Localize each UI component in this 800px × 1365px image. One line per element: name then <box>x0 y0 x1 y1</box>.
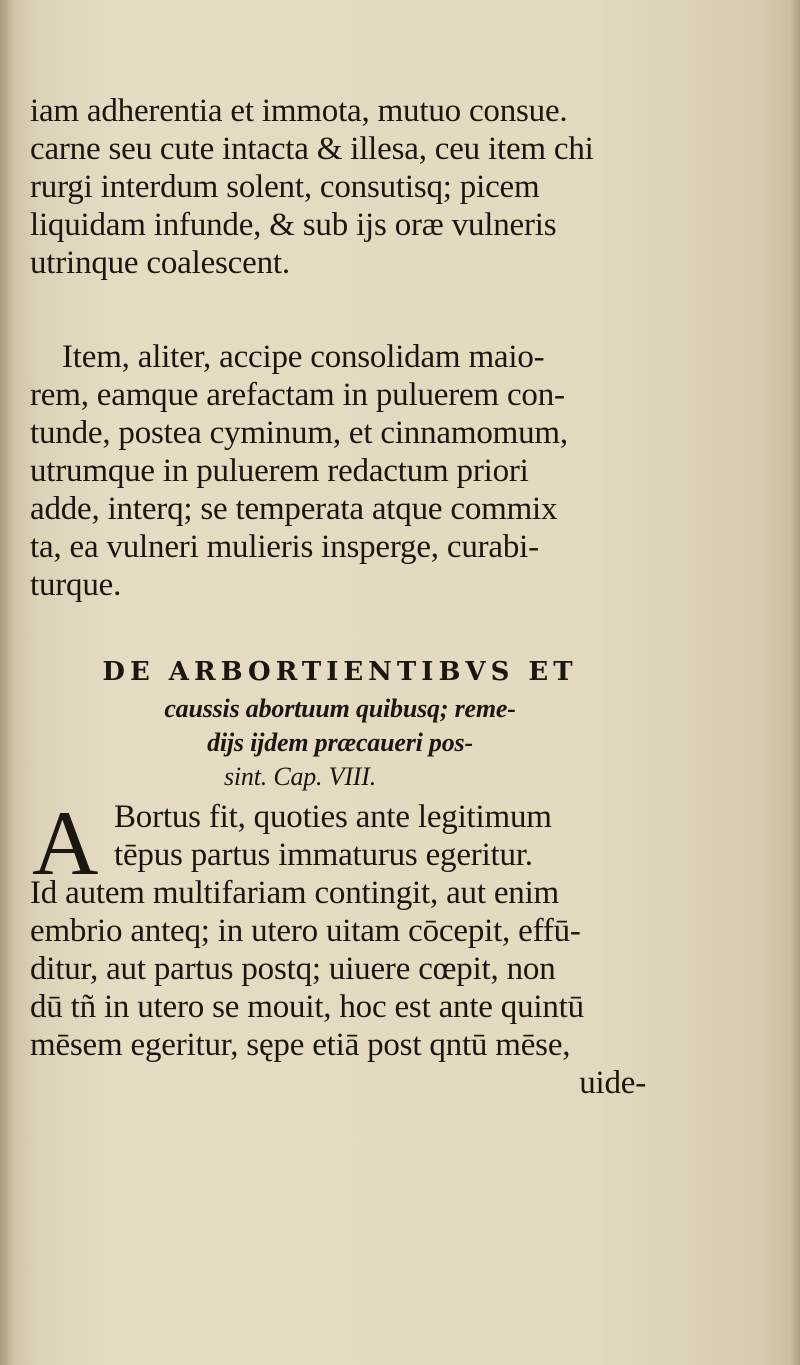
text-line: Bortus fit, quoties ante legitimum <box>114 799 552 835</box>
text-line: dū tñ in utero se mouit, hoc est ante quintū <box>30 989 584 1025</box>
text-block <box>30 92 650 1102</box>
heading-subtitle-line: dijs ijdem præcaueri pos- <box>207 728 473 757</box>
text-line: utrumque in puluerem redactum priori <box>30 453 529 489</box>
page-edge <box>790 0 800 1365</box>
text-line: tunde, postea cyminum, et cinnamomum, <box>30 415 568 451</box>
text-line: utrinque coalescent. <box>30 245 290 281</box>
text-line: rurgi interdum solent, consutisq; picem <box>30 169 540 205</box>
heading-title: DE ARBORTIENTIBVS ET <box>102 657 578 687</box>
text-line: mēsem egeritur, sępe etiā post qntū mēse, <box>30 1027 571 1063</box>
paragraph-1 <box>30 92 650 282</box>
text-line: tēpus partus immaturus egeritur. <box>114 837 533 873</box>
text-line: Item, aliter, accipe consolidam maio- <box>62 339 545 375</box>
heading-subtitle-line: caussis abortuum quibusq; reme- <box>164 694 516 723</box>
text-line: rem, eamque arefactam in puluerem con- <box>30 377 565 413</box>
text-line: adde, interq; se temperata atque commix <box>30 491 558 527</box>
paragraph-2 <box>30 338 650 604</box>
chapter-heading <box>30 652 650 794</box>
text-line: iam adherentia et immota, mutuo consue. <box>30 93 568 129</box>
chapter-body <box>30 792 650 1102</box>
text-line: ta, ea vulneri mulieris insperge, curabi- <box>30 529 539 565</box>
text-line: Id autem multifariam contingit, aut enim <box>30 875 560 911</box>
text-line: turque. <box>30 567 122 603</box>
text-line: embrio anteq; in utero uitam cōcepit, effū- <box>30 913 581 949</box>
page-gutter-shadow <box>0 0 14 1365</box>
drop-cap: A <box>32 792 99 894</box>
text-line: carne seu cute intacta & illesa, ceu item chi <box>30 131 594 167</box>
chapter-number: sint. Cap. VIII. <box>223 762 377 791</box>
text-line: ditur, aut partus postq; uiuere cœpit, non <box>30 951 556 987</box>
text-line: liquidam infunde, & sub ijs oræ vulneris <box>30 207 557 243</box>
catchword: uide- <box>579 1065 646 1101</box>
